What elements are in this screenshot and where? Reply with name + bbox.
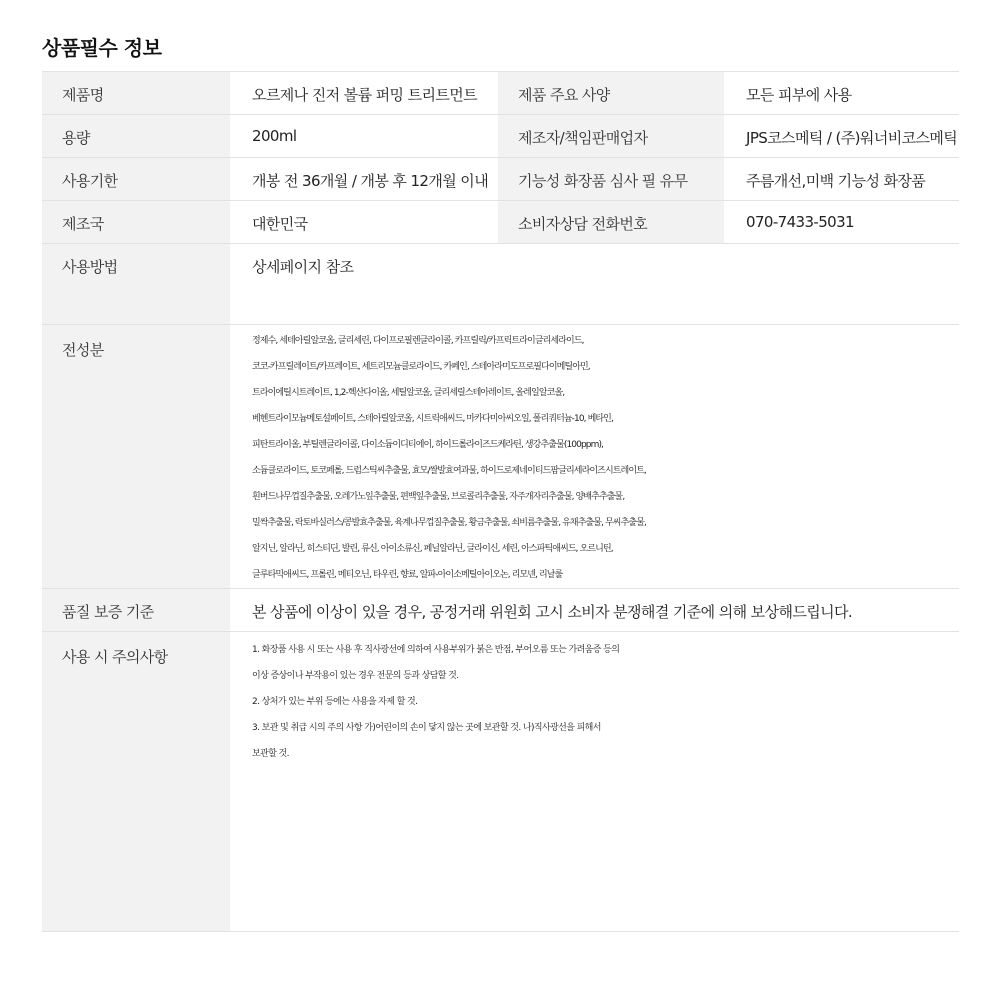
ingredients-line: 알지닌, 알라닌, 히스티딘, 발린, 류신, 아이소류신, 페닐알라닌, 글라이신, 세린, 아스파틱애씨드, 오르니틴, xyxy=(252,544,613,554)
page-title: 상품필수 정보 xyxy=(42,36,162,60)
method-value: 상세페이지 참조 xyxy=(230,244,959,325)
spec-value: 모든 피부에 사용 xyxy=(724,72,959,115)
manufacturer-value: JPS코스메틱 / (주)워너비코스메틱 xyxy=(724,115,959,158)
functional-value: 주름개선,미백 기능성 화장품 xyxy=(724,158,959,201)
ingredients-line: 글루타믹애씨드, 프롤린, 메티오닌, 타우린, 향료, 알파-아이소메틸아이오논, 리모넨, 리날룰 xyxy=(252,570,563,580)
ingredients-line: 흰버드나무껍질추출물, 오레가노잎추출물, 편백잎추출물, 브로콜리추출물, 자주개자리추출물, 양배추추출물, xyxy=(252,492,625,502)
caution-line: 1. 화장품 사용 시 또는 사용 후 직사광선에 의하여 사용부위가 붉은 반점, 부어오름 또는 가려움증 등의 xyxy=(252,645,620,655)
expiry-label: 사용기한 xyxy=(42,158,230,201)
quality-value: 본 상품에 이상이 있을 경우, 공정거래 위원회 고시 소비자 분쟁해결 기준에 의해 보상해드립니다. xyxy=(230,589,959,632)
caution-label: 사용 시 주의사항 xyxy=(42,632,230,932)
phone-value: 070-7433-5031 xyxy=(724,201,959,244)
table-row xyxy=(42,325,959,589)
functional-label: 기능성 화장품 심사 필 유무 xyxy=(498,158,724,201)
caution-line: 2. 상처가 있는 부위 등에는 사용을 자제 할 것. xyxy=(252,697,418,707)
product-name-label: 제품명 xyxy=(42,72,230,115)
country-value: 대한민국 xyxy=(230,201,498,244)
product-name-value: 오르제나 진저 볼륨 퍼밍 트리트먼트 xyxy=(230,72,498,115)
manufacturer-label: 제조자/책임판매업자 xyxy=(498,115,724,158)
table-row xyxy=(42,632,959,932)
caution-line: 3. 보관 및 취급 시의 주의 사항 가)어린이의 손이 닿지 않는 곳에 보관할 것. 나)직사광선을 피해서 xyxy=(252,723,601,733)
ingredients-line: 피탄트라이올, 부틸렌글라이콜, 다이소듐이디티에이, 하이드롤라이즈드케라틴, 생강추출물(100ppm), xyxy=(252,440,604,450)
quality-label: 품질 보증 기준 xyxy=(42,589,230,632)
ingredients-line: 베헨트라이모늄메토설페이트, 스테아릴알코올, 시트릭애씨드, 마카다미아씨오일, 폴리쿼터늄-10, 베타인, xyxy=(252,414,613,424)
caution-line: 이상 증상이나 부작용이 있는 경우 전문의 등과 상담할 것. xyxy=(252,671,459,681)
ingredients-value xyxy=(230,325,959,589)
ingredients-line: 트라이에틸시트레이트, 1,2-헥산다이올, 세틸알코올, 글리세릴스테아레이트, 올레일알코올, xyxy=(252,388,565,398)
caution-line: 보관할 것. xyxy=(252,749,289,759)
ingredients-line: 정제수, 세테아릴알코올, 글리세린, 다이프로필렌글라이콜, 카프릴릭/카프릭트라이글리세라이드, xyxy=(252,336,584,346)
product-info-table xyxy=(42,71,959,932)
caution-value xyxy=(230,632,959,932)
table-row xyxy=(42,158,959,201)
ingredients-line: 코코-카프릴레이트/카프레이트, 세트리모늄클로라이드, 카페인, 스테아라미도프로필다이메틸아민, xyxy=(252,362,590,372)
table-row xyxy=(42,589,959,632)
ingredients-line: 밀싹추출물, 락토바실러스/콩발효추출물, 육계나무껍질추출물, 황금추출물, 쇠비름추출물, 유채추출물, 무씨추출물, xyxy=(252,518,646,528)
volume-value: 200ml xyxy=(230,115,498,158)
ingredients-label: 전성분 xyxy=(42,325,230,589)
method-label: 사용방법 xyxy=(42,244,230,325)
volume-label: 용량 xyxy=(42,115,230,158)
expiry-value: 개봉 전 36개월 / 개봉 후 12개월 이내 xyxy=(230,158,498,201)
table-row xyxy=(42,115,959,158)
table-row xyxy=(42,201,959,244)
table-row xyxy=(42,244,959,325)
table-row xyxy=(42,72,959,115)
spec-label: 제품 주요 사양 xyxy=(498,72,724,115)
country-label: 제조국 xyxy=(42,201,230,244)
phone-label: 소비자상담 전화번호 xyxy=(498,201,724,244)
ingredients-line: 소듐클로라이드, 토코페롤, 드럼스틱씨추출물, 효모/쌀발효여과물, 하이드로제네이티드팜글리세라이즈시트레이트, xyxy=(252,466,646,476)
